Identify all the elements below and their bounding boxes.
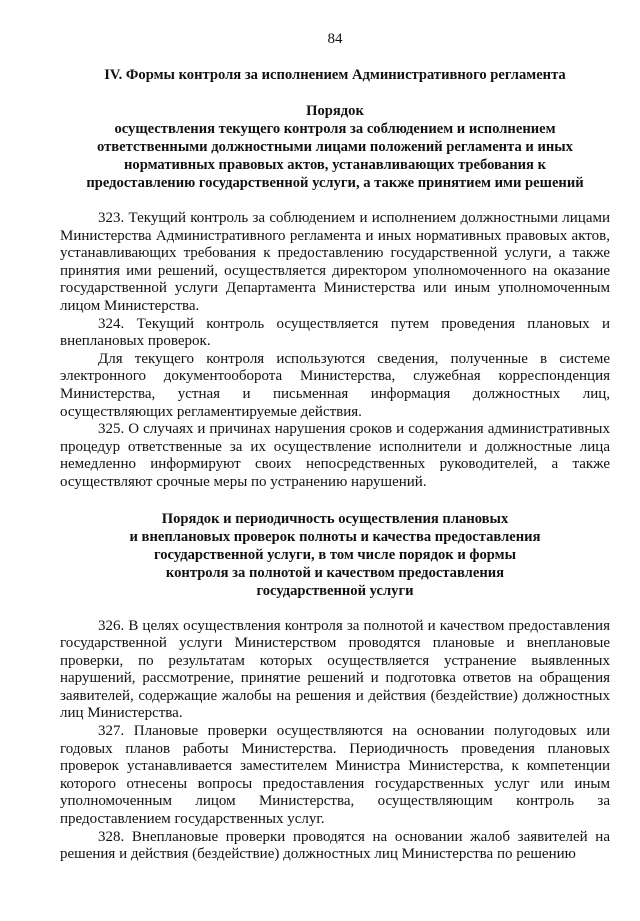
heading-line: осуществления текущего контроля за соблюдением и исполнением [114, 121, 556, 137]
heading-line: предоставлению государственной услуги, а также принятием ими решений [86, 175, 584, 191]
spacer [60, 492, 610, 510]
paragraph-325: 325. О случаях и причинах нарушения сроков и содержания административных процедур ответственные за их осуществление исполнители и должностные лица немедленно информируют своих непосредственных руководителей, а также осуществляют срочные меры по устранению нарушений. [60, 421, 610, 490]
paragraph-328: 328. Внеплановые проверки проводятся на основании жалоб заявителей на решения и действия (бездействие) должностных лиц Министерства по решению [60, 828, 610, 863]
heading-line: государственной услуги [256, 582, 414, 599]
heading-line: Порядок [306, 103, 364, 119]
paragraph-326: 326. В целях осуществления контроля за полнотой и качеством предоставления государственной услуги Министерством проводятся плановые и внеплановые проверки, по результатам которых осуществляется устранение выявленных нарушений, рассмотрение, принятие решений и подготовка ответов на обращения заявителей, содержащие жалобы на решения и действия (бездействие) должностных лиц Министерства. [60, 617, 610, 722]
section-title: IV. Формы контроля за исполнением Административного регламента [104, 67, 566, 83]
paragraph-324: 324. Текущий контроль осуществляется путем проведения плановых и внеплановых проверок. [60, 315, 610, 350]
heading-line: контроля за полнотой и качеством предоставления [165, 564, 505, 581]
heading-line: нормативных правовых актов, устанавливающих требования к [123, 157, 546, 173]
heading-line: ответственными должностными лицами положений регламента и иных [97, 139, 573, 155]
heading-current-control [60, 102, 610, 192]
heading-line: государственной услуги, в том числе порядок и формы [153, 546, 516, 563]
paragraph-323: 323. Текущий контроль за соблюдением и исполнением должностными лицами Министерства Административного регламента и иных нормативных правовых актов, устанавливающих требования к предоставлению государственной услуги, а также принятия ими решений, осуществляется директором уполномоченного на оказание государственной услуги Департамента Министерства или иным уполномоченным лицом Министерства. [60, 210, 610, 314]
page-number: 84 [327, 31, 343, 47]
heading-inspections [60, 510, 610, 600]
paragraph-control-info: Для текущего контроля используются сведения, полученные в системе электронного документооборота Министерства, служебная корреспонденция Министерства, устная и письменная информация должностных лиц, осуществляющих регламентируемые действия. [60, 350, 610, 420]
paragraph-327: 327. Плановые проверки осуществляются на основании полугодовых или годовых планов работы Министерства. Периодичность проведения плановых проверок устанавливается заместителем Министра Министерства, к компетенции которого отнесены вопросы предоставления государственных услуг или иным уполномоченным лицом Министерства, осуществляющим контроль за предоставлением государственных услуг. [60, 723, 610, 828]
heading-line: и внеплановых проверок полноты и качества предоставления [129, 528, 541, 545]
heading-line: Порядок и периодичность осуществления плановых [161, 510, 509, 527]
document-page [60, 30, 610, 864]
